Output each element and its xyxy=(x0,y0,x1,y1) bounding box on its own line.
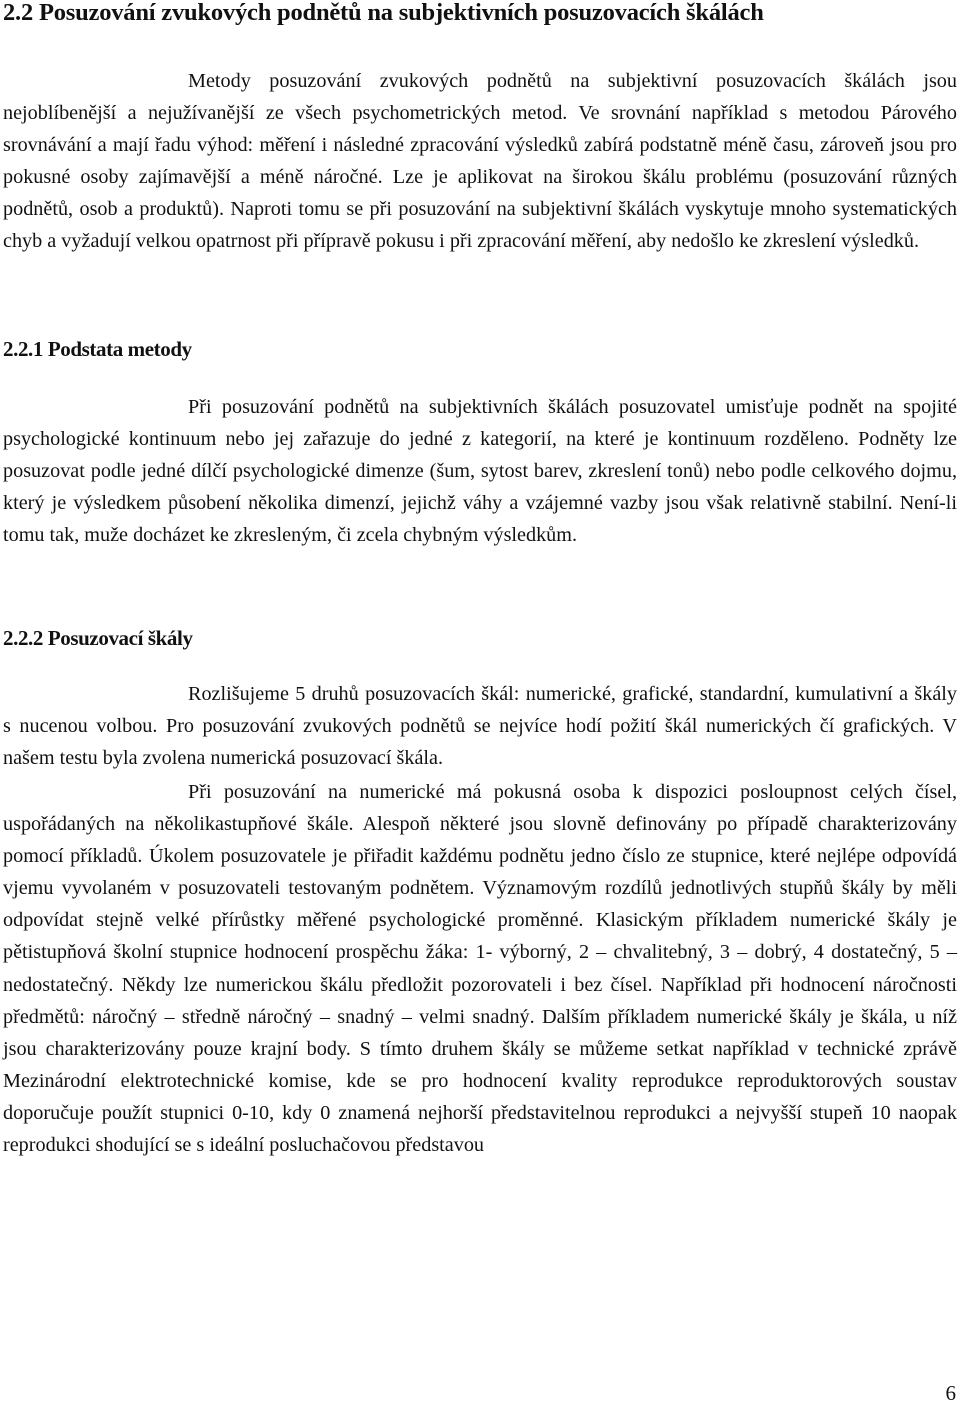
subsection-2-paragraph-1: Rozlišujeme 5 druhů posuzovacích škál: numerické, grafické, standardní, kumulativní a škály s nucenou volbou. Pro posuzování zvukových podnětů se nejvíce hodí požití škál numerických čí grafických. V našem testu byla zvolena numerická posuzovací škála. xyxy=(3,683,957,770)
subsection-title-posuzovaci-skaly: 2.2.2 Posuzovací škály xyxy=(3,626,193,650)
section-title: 2.2 Posuzování zvukových podnětů na subjektivních posuzovacích škálách xyxy=(3,0,764,26)
subsection-2-paragraph-2: Při posuzování na numerické má pokusná osoba k dispozici posloupnost celých čísel, uspořádaných na několikastupňové škále. Alespoň některé jsou slovně definovány po případě charakterizovány pomocí příkladů. Úkolem posuzovatele je přiřadit každému podnětu jedno číslo ze stupnice, které nejlépe odpovídá vjemu vyvolaném v posuzovateli testovaným podnětem. Významovým rozdílů jednotlivých stupňů škály by měli odpovídat stejně velké přírůstky měřené psychologické proměnné. Klasickým příkladem numerické škály je pětistupňová školní stupnice hodnocení prospěchu žáka: 1- výborný, 2 – chvalitebný, 3 – dobrý, 4 dostatečný, 5 – nedostatečný. Někdy lze numerickou škálu předložit pozorovateli i bez čísel. Například při hodnocení náročnosti předmětů: náročný – středně náročný – snadný – velmi snadný. Dalším příkladem numerické škály je škála, u níž jsou charakterizovány pouze krajní body. S tímto druhem škály se můžeme setkat například v technické zprávě Mezinárodní elektrotechnické komise, kde se pro hodnocení kvality reprodukce reproduktorových soustav doporučuje použít stupnici 0-10, kdy 0 znamená nejhorší představitelnou reprodukci a nejvyšší stupeň 10 naopak reprodukci shodující se s ideální posluchačovou představou xyxy=(3,781,957,1157)
subsection-1-paragraph: Při posuzování podnětů na subjektivních škálách posuzovatel umisťuje podnět na spojité psychologické kontinuum nebo jej zařazuje do jedné z kategorií, na které je kontinuum rozděleno. Podněty lze posuzovat podle jedné dílčí psychologické dimenze (šum, sytost barev, zkreslení tonů) nebo podle celkového dojmu, který je výsledkem působení několika dimenzí, jejichž váhy a vzájemné vazby jsou však relativně stabilní. Není-li tomu tak, muže docházet ke zkresleným, či zcela chybným výsledkům. xyxy=(3,396,957,547)
page-number: 6 xyxy=(945,1381,956,1405)
subsection-title-podstata-metody: 2.2.1 Podstata metody xyxy=(3,337,192,361)
intro-paragraph: Metody posuzování zvukových podnětů na subjektivní posuzovacích škálách jsou nejoblíbenější a nejužívanější ze všech psychometrických metod. Ve srovnání například s metodou Párového srovnávání a mají řadu výhod: měření i následné zpracování výsledků zabírá podstatně méně času, zároveň jsou pro pokusné osoby zajímavější a méně náročné. Lze je aplikovat na širokou škálu problému (posuzování různých podnětů, osob a produktů). Naproti tomu se při posuzování na subjektivní škálách vyskytuje mnoho systematických chyb a vyžadují velkou opatrnost při přípravě pokusu i při zpracování měření, aby nedošlo ke zkreslení výsledků. xyxy=(3,70,957,253)
